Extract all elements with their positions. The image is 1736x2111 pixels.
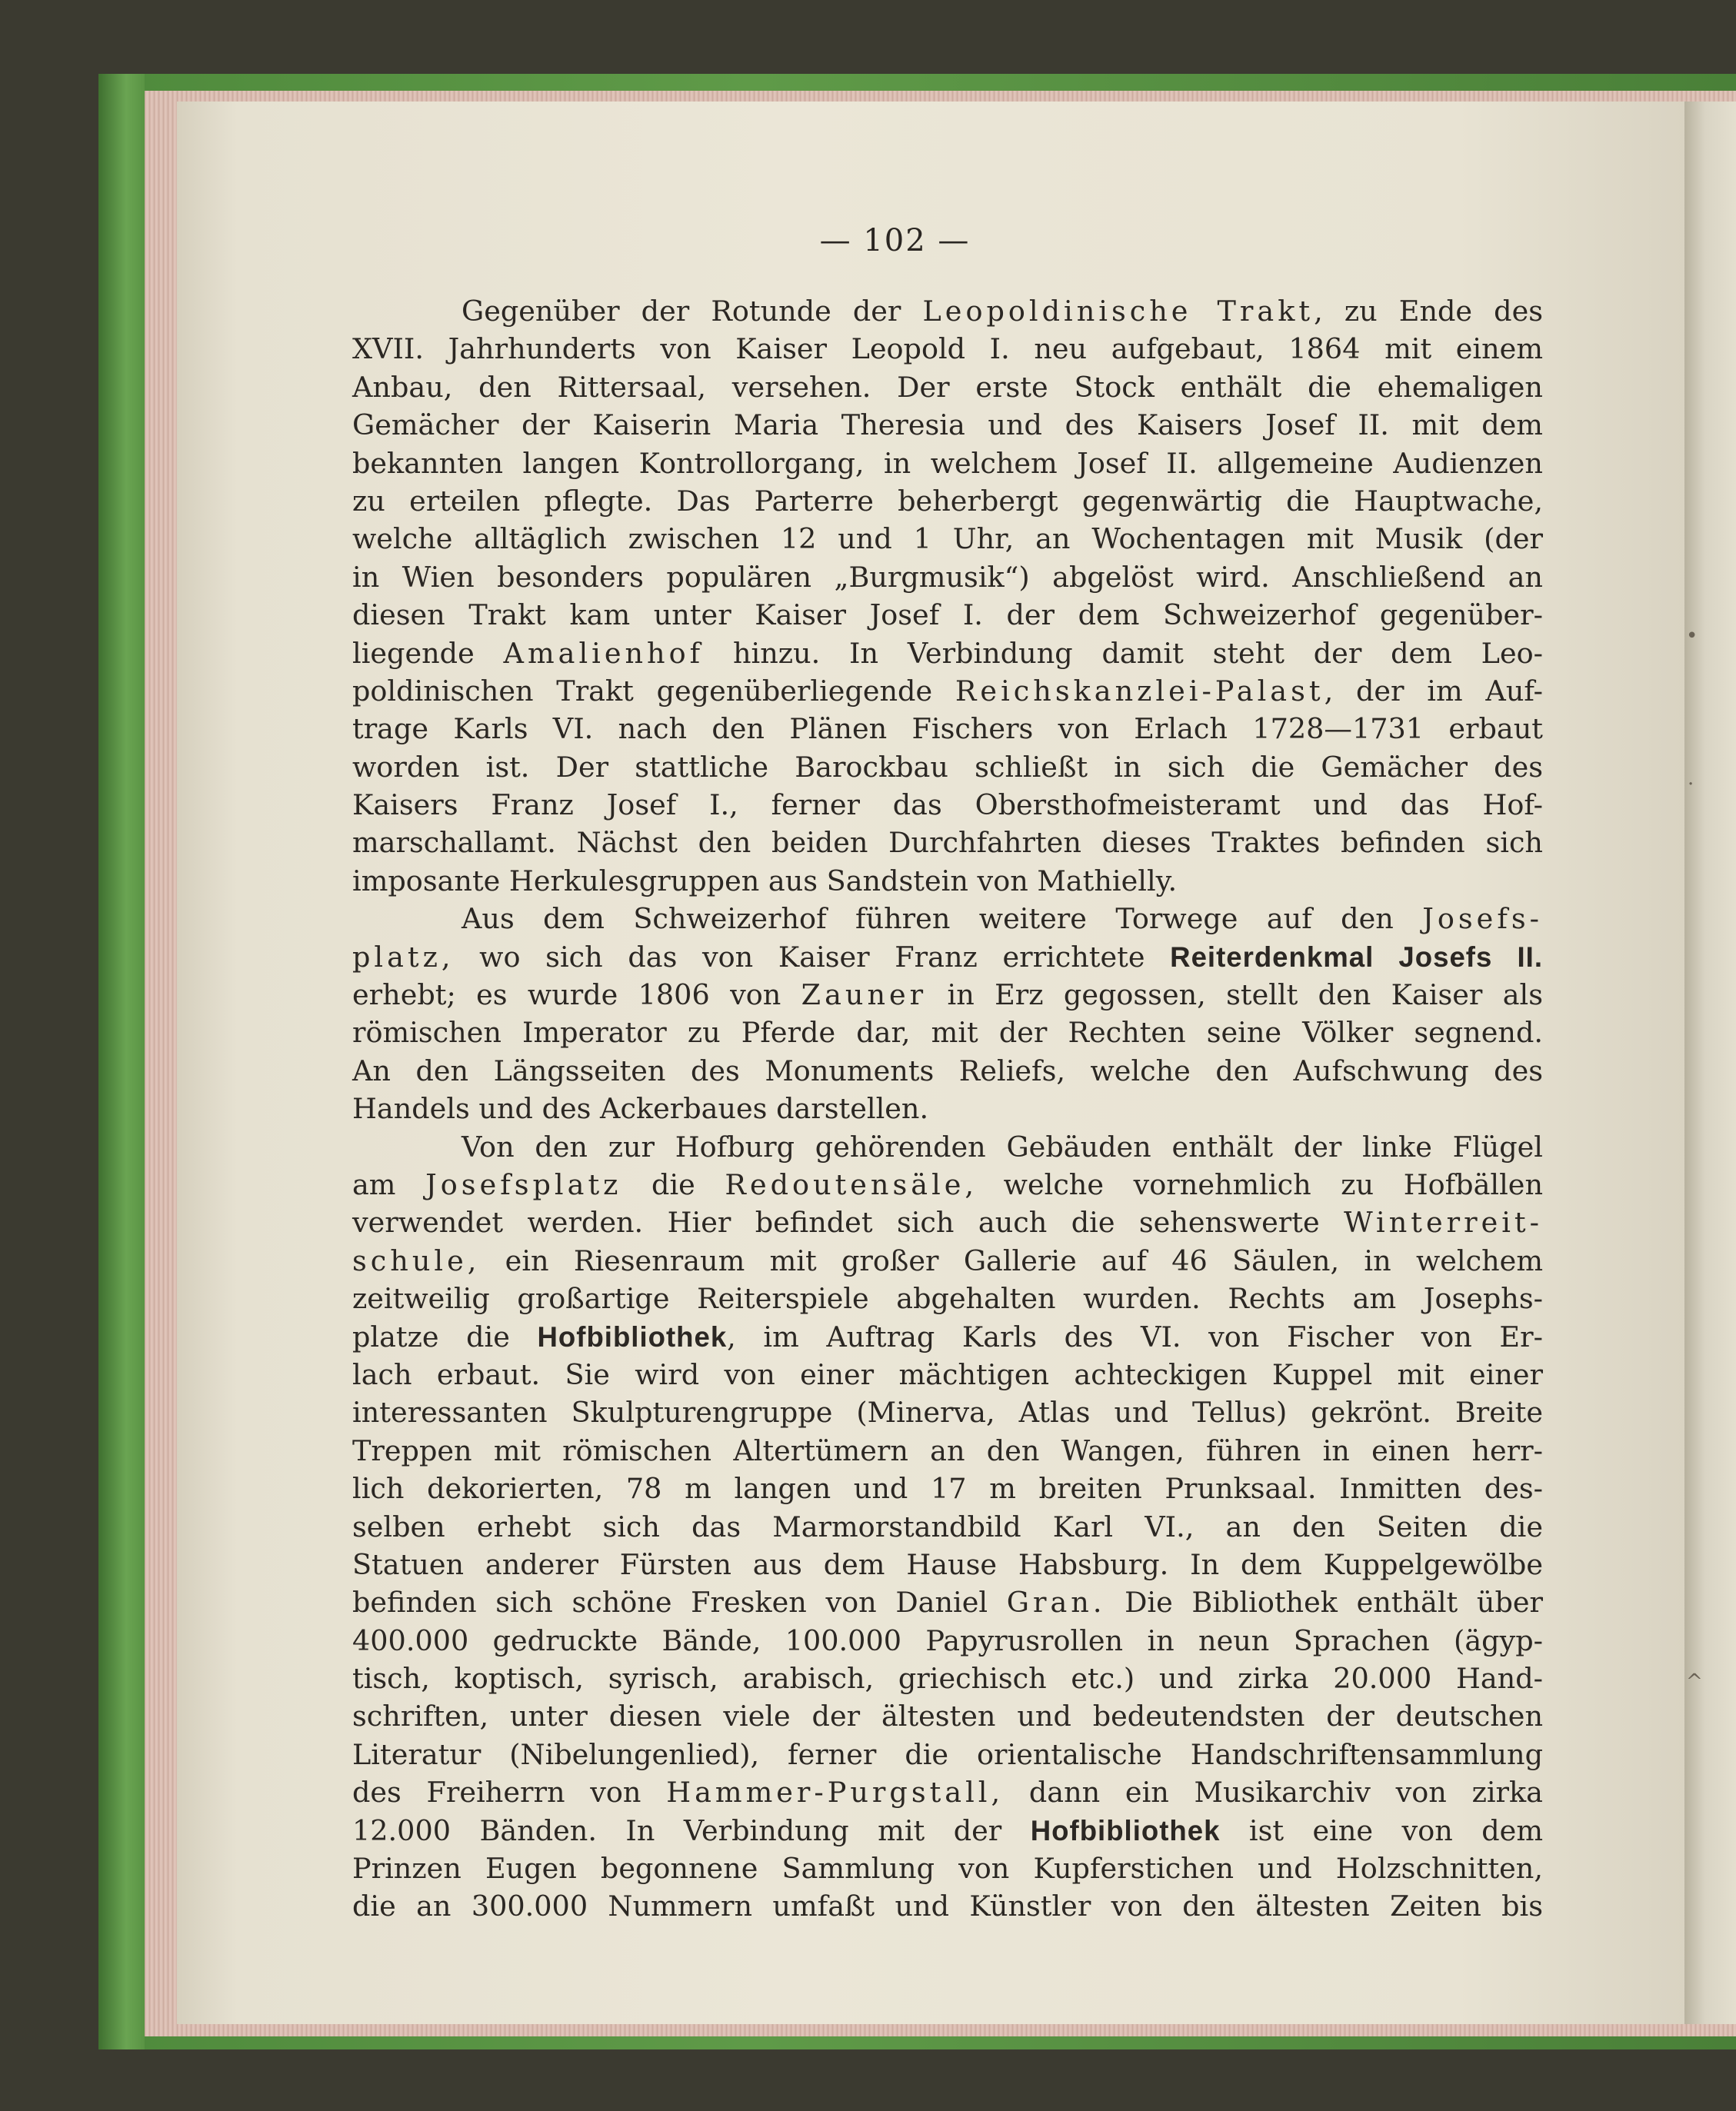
text-line: marschallamt. Nächst den beiden Durchfahrten dieses Traktes befinden sich — [352, 826, 1543, 860]
gutter-shadow — [1684, 102, 1736, 2024]
text-line: Statuen anderer Fürsten aus dem Hause Habsburg. In dem Kuppelgewölbe — [352, 1547, 1543, 1581]
text-line: 400.000 gedruckte Bände, 100.000 Papyrusrollen in neun Sprachen (ägyp- — [352, 1623, 1543, 1657]
text-line: Prinzen Eugen begonnene Sammlung von Kupferstichen und Holzschnitten, — [352, 1852, 1543, 1886]
text-line: XVII. Jahrhunderts von Kaiser Leopold I. neu aufgebaut, 1864 mit einem — [352, 332, 1543, 366]
text-line: worden ist. Der stattliche Barockbau schließt in sich die Gemächer des — [352, 750, 1543, 784]
text-line: schriften, unter diesen viele der ältesten und bedeutendsten der deutschen — [352, 1700, 1543, 1733]
text-line: erhebt; es wurde 1806 von Zauner in Erz gegossen, stellt den Kaiser als — [352, 978, 1544, 1012]
text-line: liegende Amalienhof hinzu. In Verbindung damit steht der dem Leo- — [352, 636, 1543, 670]
text-line: lich dekorierten, 78 m langen und 17 m breiten Prunksaal. Inmitten des- — [352, 1472, 1543, 1506]
text-line: An den Längsseiten des Monuments Reliefs, welche den Aufschwung des — [352, 1054, 1543, 1087]
text-line: römischen Imperator zu Pferde dar, mit der Rechten seine Völker segnend. — [352, 1016, 1543, 1050]
text-line: interessanten Skulpturengruppe (Minerva, Atlas und Tellus) gekrönt. Breite — [352, 1396, 1543, 1430]
text-line: bekannten langen Kontrollorgang, in welchem Josef II. allgemeine Audienzen — [352, 446, 1543, 480]
text-line: trage Karls VI. nach den Plänen Fischers von Erlach 1728—1731 erbaut — [352, 712, 1543, 746]
text-line: schule, ein Riesenraum mit großer Gallerie auf 46 Säulen, in welchem — [352, 1244, 1543, 1277]
text-line: lach erbaut. Sie wird von einer mächtigen achteckigen Kuppel mit einer — [352, 1357, 1543, 1391]
body-text — [352, 292, 1543, 1926]
text-line: imposante Herkulesgruppen aus Sandstein von Mathielly. — [352, 864, 1178, 897]
text-line: selben erhebt sich das Marmorstandbild Karl VI., an den Seiten die — [352, 1510, 1543, 1543]
margin-mark: • — [1686, 624, 1698, 648]
text-line: zu erteilen pflegte. Das Parterre beherbergt gegenwärtig die Hauptwache, — [352, 484, 1543, 518]
text-line: die an 300.000 Nummern umfaßt und Künstler von den ältesten Zeiten bis — [352, 1890, 1543, 1923]
text-line: in Wien besonders populären „Burgmusik“) abgelöst wird. Anschließend an — [352, 560, 1543, 594]
text-line: Aus dem Schweizerhof führen weitere Torwege auf den Josefs- — [461, 902, 1543, 936]
text-line: Literatur (Nibelungenlied), ferner die orientalische Handschriftensammlung — [352, 1737, 1543, 1771]
text-line: tisch, koptisch, syrisch, arabisch, griechisch etc.) und zirka 20.000 Hand- — [352, 1662, 1543, 1696]
text-line: poldinischen Trakt gegenüberliegende Reichskanzlei-Palast, der im Auf- — [352, 674, 1543, 708]
text-line: zeitweilig großartige Reiterspiele abgehalten wurden. Rechts am Josephs- — [352, 1282, 1543, 1316]
text-line: Gegenüber der Rotunde der Leopoldinische Trakt, zu Ende des — [461, 295, 1543, 328]
margin-mark: · — [1688, 773, 1694, 796]
text-line: Gemächer der Kaiserin Maria Theresia und des Kaisers Josef II. mit dem — [352, 408, 1543, 442]
text-line: am Josefsplatz die Redoutensäle, welche vornehmlich zu Hofbällen — [352, 1167, 1544, 1201]
text-line: 12.000 Bänden. In Verbindung mit der Hofbibliothek ist eine von dem — [352, 1813, 1544, 1847]
text-line: Anbau, den Rittersaal, versehen. Der erste Stock enthält die ehemaligen — [352, 370, 1543, 404]
text-line: des Freiherrn von Hammer-Purgstall, dann ein Musikarchiv von zirka — [352, 1776, 1543, 1810]
text-line: welche alltäglich zwischen 12 und 1 Uhr, an Wochentagen mit Musik (der — [352, 522, 1543, 556]
text-line: verwendet werden. Hier befindet sich auch die sehenswerte Winterreit- — [352, 1206, 1543, 1240]
page-number — [0, 223, 1736, 258]
text-line: platze die Hofbibliothek, im Auftrag Karls des VI. von Fischer von Er- — [352, 1320, 1543, 1354]
text-line: befinden sich schöne Fresken von Daniel Gran. Die Bibliothek enthält über — [352, 1586, 1543, 1620]
book-spine — [98, 74, 145, 2049]
margin-mark: ^ — [1686, 1670, 1703, 1693]
text-line: Von den zur Hofburg gehörenden Gebäuden enthält der linke Flügel — [461, 1130, 1543, 1164]
text-line: Handels und des Ackerbaues darstellen. — [352, 1092, 929, 1126]
text-line: Treppen mit römischen Altertümern an den Wangen, führen in einen herr- — [352, 1433, 1543, 1467]
text-line: diesen Trakt kam unter Kaiser Josef I. der dem Schweizerhof gegenüber- — [352, 598, 1543, 632]
page-number-text: — 102 — — [819, 223, 971, 258]
text-line: platz, wo sich das von Kaiser Franz errichtete Reiterdenkmal Josefs II. — [352, 940, 1544, 974]
text-line: Kaisers Franz Josef I., ferner das Obersthofmeisteramt und das Hof- — [352, 788, 1543, 822]
